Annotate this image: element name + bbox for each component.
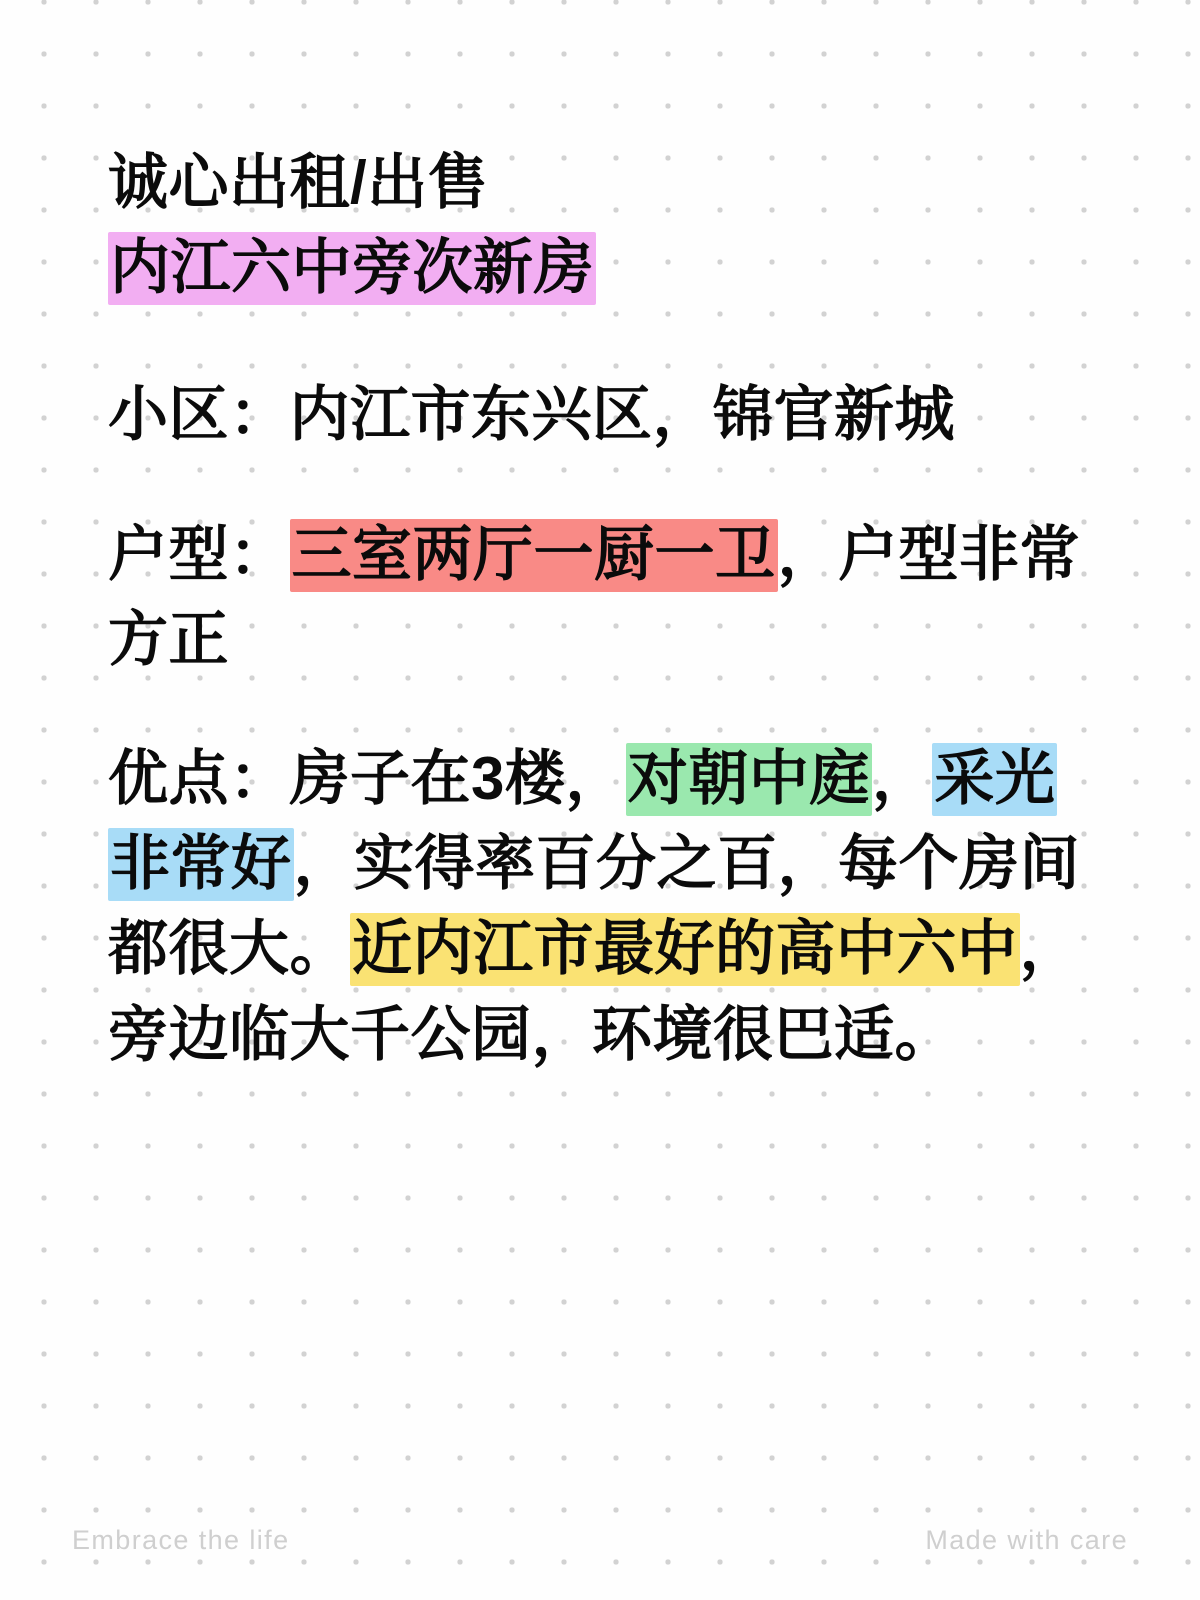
community-value: 内江市东兴区，锦官新城 [289, 381, 955, 449]
page-footer [0, 1520, 1200, 1560]
layout-label: 户型： [108, 520, 290, 588]
advantages-highlight-blue: 采光非常好 [108, 743, 1057, 901]
advantages-part-4: ，旁边临大千公园，环境很巴适。 [108, 915, 1080, 1068]
note-title-line-1: 诚心出租/出售 [108, 149, 489, 216]
footer-right-text: Made with care [925, 1524, 1128, 1555]
note-title [108, 140, 1108, 310]
advantages-label: 优点： [108, 744, 290, 812]
layout-paragraph [108, 512, 1108, 682]
advantages-part-3: ，实得率百分之百，每个房间都很大。 [108, 830, 1080, 983]
community-paragraph [108, 372, 1108, 457]
note-content [108, 140, 1108, 1131]
layout-rest: ，户型非常方正 [108, 520, 1080, 673]
advantages-highlight-green: 对朝中庭 [626, 743, 872, 816]
advantages-paragraph [108, 736, 1108, 1077]
advantages-part-2: ， [871, 744, 933, 812]
community-label: 小区： [108, 381, 290, 449]
footer-left-text: Embrace the life [72, 1524, 290, 1555]
note-title-line-2-highlight: 内江六中旁次新房 [108, 232, 596, 305]
advantages-part-1: 房子在3楼， [289, 744, 626, 812]
layout-highlight: 三室两厅一厨一卫 [290, 519, 778, 592]
advantages-highlight-yellow: 近内江市最好的高中六中 [350, 913, 1020, 986]
